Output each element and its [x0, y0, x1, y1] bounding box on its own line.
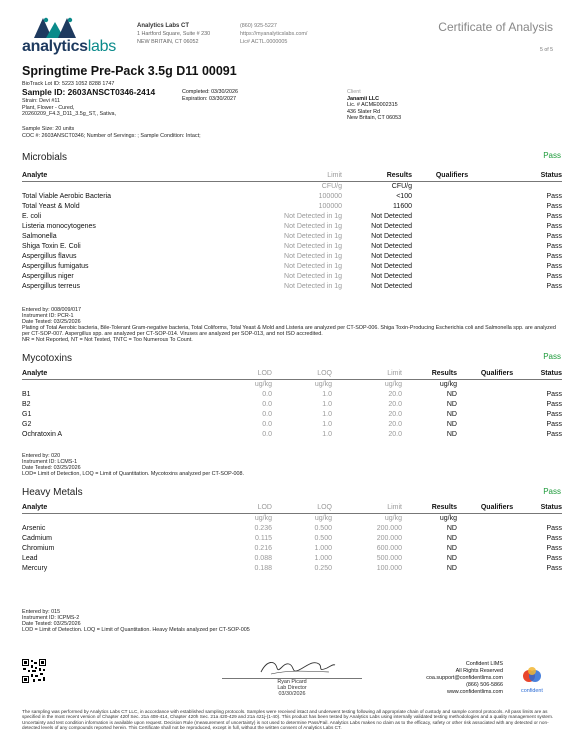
- col-status: Status: [492, 171, 562, 182]
- biotrack-lot: BioTrack Lot ID: 5223 1052 8288 1747: [22, 81, 115, 87]
- analyte-name: Total Yeast & Mold: [22, 203, 80, 210]
- col-limit: Limit: [222, 171, 342, 182]
- microbials-notes: [22, 308, 562, 343]
- client-address2: New Britain, CT 06053: [347, 115, 402, 122]
- signer-name: Ryan Picard: [277, 679, 307, 685]
- status-value: Pass: [546, 525, 562, 532]
- result-value: ND: [446, 565, 457, 572]
- result-value: ND: [446, 411, 457, 418]
- page-header: [22, 16, 553, 64]
- analyte-name: Ochratoxin A: [22, 431, 63, 438]
- note-line: Entered by: 008/009/017: [22, 307, 82, 313]
- result-value: 11600: [393, 203, 412, 210]
- table-row: [22, 420, 562, 430]
- disclaimer: The sampling was performed by Analytics Labs CT LLC, in accordance with established sampling protocols. Samples were received intact and underwent testing following all appropriate chain of custody and sample control protocols. All pass limits are as specified in the most recent version of Chapter 420f Sec. 21a 408-414, Chapter 420h Sec. 21a 420-429 and 21a 421j-(1-40). This product has been tested by Analytics Labs using internally validated testing methodologies and a quality management system. Uncertainty and test condition information is available upon request. Decision Rule (measurement of uncertainty) is not used to determine Pass/Fail. Analytics Labs makes no claim as to the efficacy, safety or other risk associated with any detected or non-detected levels of any compounds reported herein. This Certificate shall not be reproduced, except in full, without the written consent of Analytics Labs CT.: [22, 709, 554, 730]
- lod-value: 0.0: [262, 421, 272, 428]
- table-row: [22, 252, 562, 262]
- qualifier-value: [457, 564, 537, 574]
- table-row: [22, 212, 562, 222]
- lod-value: 0.115: [255, 535, 272, 542]
- lod-unit: ug/kg: [254, 381, 272, 388]
- analyte-name: Aspergillus fumigatus: [22, 263, 89, 270]
- result-value: Not Detected: [371, 273, 412, 280]
- loq-value: 0.250: [314, 565, 332, 572]
- note-line: LOD= Limit of Detection, LOQ = Limit of Quantitation. Mycotoxins analyzed per CT-SOP-008.: [22, 470, 245, 477]
- lod-value: 0.0: [262, 401, 272, 408]
- qualifier-value: [457, 524, 537, 534]
- result-value: Not Detected: [371, 233, 412, 240]
- analyte-name: G1: [22, 411, 32, 418]
- analyte-name: Total Viable Aerobic Bacteria: [22, 193, 111, 200]
- qualifier-value: [412, 212, 492, 222]
- limit-value: Not Detected in 1g: [284, 233, 342, 240]
- product-type: Plant, Flower - Cured,: [22, 104, 75, 111]
- units-spacer: [457, 380, 537, 391]
- status-value: Pass: [546, 565, 562, 572]
- mycotoxins-notes: [22, 454, 562, 478]
- signature-block: [222, 656, 362, 697]
- status-value: Pass: [546, 431, 562, 438]
- table-row: [22, 544, 562, 554]
- units-spacer: [457, 514, 537, 525]
- confident-logo: [517, 666, 547, 694]
- table-row: [22, 232, 562, 242]
- lab-phone: (860) 925-5227: [240, 23, 277, 29]
- lab-license: Lic# ACTL.0000005: [240, 39, 288, 45]
- lod-value: 0.0: [262, 391, 272, 398]
- status-value: Pass: [546, 535, 562, 542]
- logo-mark-icon: [32, 16, 92, 38]
- mycotoxins-table: [22, 369, 562, 440]
- status-value: Pass: [546, 223, 562, 230]
- client-label: Client: [347, 89, 361, 95]
- analyte-name: Aspergillus flavus: [22, 253, 77, 260]
- table-row: [22, 192, 562, 202]
- lod-value: 0.236: [254, 525, 272, 532]
- analyte-name: Cadmium: [22, 535, 52, 542]
- loq-value: 1.0: [322, 391, 332, 398]
- page-footer: [22, 656, 561, 698]
- qualifier-value: [412, 262, 492, 272]
- result-value: ND: [446, 555, 457, 562]
- qr-code-icon: [22, 659, 46, 683]
- status-value: Pass: [546, 243, 562, 250]
- limit-unit: CFU/g: [321, 183, 342, 190]
- note-line: Instrument ID: LCMS-1: [22, 458, 78, 465]
- analyte-name: B1: [22, 391, 31, 398]
- col-results: Results: [402, 369, 457, 380]
- result-value: ND: [446, 391, 457, 398]
- result-value: ND: [446, 545, 457, 552]
- table-row: [22, 430, 562, 440]
- qualifier-value: [457, 534, 537, 544]
- note-line: Date Tested: 03/25/2026: [22, 464, 81, 471]
- status-value: Pass: [546, 411, 562, 418]
- result-value: Not Detected: [371, 283, 412, 290]
- status-value: Pass: [546, 193, 562, 200]
- strain: Strain: Devi #11: [22, 98, 60, 104]
- qualifier-value: [412, 202, 492, 212]
- units-spacer: [537, 380, 562, 391]
- status-value: Pass: [546, 253, 562, 260]
- col-status: Status: [537, 503, 562, 514]
- confident-logo-icon: [522, 666, 542, 686]
- status-value: Pass: [546, 391, 562, 398]
- col-results: Results: [342, 171, 412, 182]
- heavy-metals-notes: [22, 610, 562, 634]
- qualifier-value: [412, 272, 492, 282]
- client-block: [347, 89, 401, 122]
- analytics-labs-logo: [22, 16, 127, 58]
- units-spacer: [22, 380, 212, 391]
- limit-unit: ug/kg: [384, 381, 402, 388]
- col-loq: LOQ: [272, 369, 332, 380]
- conf-rights: All Rights Reserved: [455, 667, 503, 674]
- analyte-name: G2: [22, 421, 32, 428]
- col-analyte: Analyte: [22, 369, 212, 380]
- note-line: LOD = Limit of Detection. LOQ = Limit of Quantitation. Heavy Metals analyzed per CT-SOP-005: [22, 626, 250, 633]
- qualifier-value: [412, 242, 492, 252]
- qualifier-value: [457, 420, 537, 430]
- units-spacer: [537, 514, 562, 525]
- limit-unit: ug/kg: [384, 515, 402, 522]
- limit-value: 200.000: [376, 525, 402, 532]
- analyte-name: Chromium: [22, 545, 55, 552]
- loq-value: 1.0: [322, 411, 332, 418]
- limit-value: 600.000: [376, 545, 402, 552]
- loq-value: 1.0: [322, 421, 332, 428]
- status-value: Pass: [546, 203, 562, 210]
- note-line: Date Tested: 03/25/2026: [22, 620, 81, 627]
- signed-date: 03/30/2026: [278, 690, 306, 697]
- lod-value: 0.088: [254, 555, 272, 562]
- loq-unit: ug/kg: [314, 515, 332, 522]
- col-analyte: Analyte: [22, 171, 222, 182]
- units-row: [22, 380, 562, 391]
- note-line: Date Tested: 03/25/2026: [22, 318, 81, 325]
- client-address1: 436 Slater Rd: [347, 108, 380, 115]
- result-value: ND: [446, 401, 457, 408]
- lod-value: 0.0: [262, 411, 272, 418]
- sample-details: [22, 98, 116, 118]
- qualifier-value: [457, 544, 537, 554]
- result-value: Not Detected: [371, 243, 412, 250]
- table-row: [22, 390, 562, 400]
- limit-value: 500.000: [376, 555, 402, 562]
- result-value: ND: [446, 535, 457, 542]
- qualifier-value: [457, 410, 537, 420]
- qualifier-value: [412, 232, 492, 242]
- signature-icon: [257, 656, 337, 678]
- status-value: Pass: [546, 421, 562, 428]
- page-number: 5 of 5: [540, 47, 553, 53]
- loq-value: 1.000: [314, 545, 332, 552]
- table-row: [22, 282, 562, 292]
- conf-phone: (866) 506-5866: [466, 681, 503, 688]
- limit-value: Not Detected in 1g: [284, 223, 342, 230]
- sample-id: Sample ID: 2603ANSCT0346-2414: [22, 87, 156, 97]
- lab-contact: [240, 22, 307, 46]
- sample-size-coc: [22, 126, 201, 139]
- col-lod: LOD: [212, 369, 272, 380]
- limit-value: 100000: [318, 193, 342, 200]
- status-value: Pass: [546, 273, 562, 280]
- loq-unit: ug/kg: [314, 381, 332, 388]
- status-value: Pass: [546, 233, 562, 240]
- qualifier-value: [457, 554, 537, 564]
- result-value: ND: [446, 421, 457, 428]
- dates-block: [182, 89, 238, 103]
- loq-value: 1.0: [322, 401, 332, 408]
- status-value: Pass: [546, 555, 562, 562]
- lod-value: 0.216: [254, 545, 272, 552]
- col-loq: LOQ: [272, 503, 332, 514]
- microbials-table: [22, 171, 562, 292]
- lab-address: [137, 22, 210, 46]
- note-line: Entered by: 020: [22, 453, 61, 459]
- expiration-date: Expiration: 03/30/2027: [182, 96, 236, 102]
- table-row: [22, 242, 562, 252]
- status-value: Pass: [546, 263, 562, 270]
- units-spacer: [22, 514, 212, 525]
- result-value: <100: [396, 193, 412, 200]
- result-value: Not Detected: [371, 263, 412, 270]
- analyte-name: Aspergillus terreus: [22, 283, 80, 290]
- table-row: [22, 410, 562, 420]
- mycotoxins-status-badge: Pass: [543, 352, 561, 361]
- loq-value: 0.500: [314, 535, 332, 542]
- result-value: ND: [446, 525, 457, 532]
- table-row: [22, 202, 562, 212]
- lab-url[interactable]: https://myanalyticslabs.com/: [240, 31, 308, 37]
- microbials-status-badge: Pass: [543, 151, 561, 160]
- limit-value: Not Detected in 1g: [284, 283, 342, 290]
- status-value: Pass: [546, 401, 562, 408]
- col-status: Status: [537, 369, 562, 380]
- units-row: [22, 514, 562, 525]
- client-license: Lic. # ACME0002315: [347, 102, 398, 109]
- lab-name: Analytics Labs CT: [137, 23, 190, 29]
- table-header-row: [22, 503, 562, 514]
- lod-value: 0.188: [254, 565, 272, 572]
- limit-value: 100000: [318, 203, 342, 210]
- document-title: Certificate of Analysis: [438, 20, 553, 34]
- lab-address-line2: NEW BRITAIN, CT 06052: [137, 39, 199, 45]
- col-results: Results: [402, 503, 457, 514]
- note-line: Instrument ID: PCR-1: [22, 312, 74, 319]
- col-analyte: Analyte: [22, 503, 212, 514]
- confident-lims-info: [426, 661, 503, 696]
- analyte-name: Lead: [22, 555, 38, 562]
- note-line: NR = Not Reported, NT = Not Tested, TNTC = Too Numerous To Count.: [22, 336, 193, 343]
- sample-size: Sample Size: 20 units: [22, 126, 75, 132]
- limit-value: 200.000: [376, 535, 402, 542]
- result-value: Not Detected: [371, 213, 412, 220]
- table-row: [22, 524, 562, 534]
- completed-date: Completed: 03/30/2026: [182, 89, 239, 95]
- limit-value: Not Detected in 1g: [284, 263, 342, 270]
- conf-url[interactable]: www.confidentlims.com: [446, 688, 503, 695]
- results-unit: ug/kg: [439, 515, 457, 522]
- analyte-name: Mercury: [22, 565, 48, 572]
- analyte-name: Salmonella: [22, 233, 57, 240]
- col-lod: LOD: [212, 503, 272, 514]
- confident-logo-text: confident: [521, 688, 543, 694]
- analyte-name: Aspergillus niger: [22, 273, 74, 280]
- coc-line: COC #: 2603ANSCT0346; Number of Servings: ; Sample Condition: Intact;: [22, 132, 201, 139]
- table-row: [22, 400, 562, 410]
- limit-value: 100.000: [376, 565, 402, 572]
- status-value: Pass: [546, 283, 562, 290]
- qualifier-value: [412, 192, 492, 202]
- table-header-row: [22, 171, 562, 182]
- loq-value: 1.000: [314, 555, 332, 562]
- table-row: [22, 262, 562, 272]
- result-value: Not Detected: [371, 253, 412, 260]
- limit-value: Not Detected in 1g: [284, 273, 342, 280]
- table-row: [22, 534, 562, 544]
- result-value: Not Detected: [371, 223, 412, 230]
- logo-wordmark: analyticslabs: [22, 38, 116, 55]
- qualifier-value: [457, 400, 537, 410]
- signer-title: Lab Director: [277, 684, 307, 691]
- signature-line: [222, 678, 362, 697]
- analyte-name: Listeria monocytogenes: [22, 223, 96, 230]
- loq-value: 0.500: [314, 525, 332, 532]
- table-row: [22, 564, 562, 574]
- microbials-title: Microbials: [22, 152, 68, 163]
- table-row: [22, 554, 562, 564]
- lot-number: 20260209_F4.3_D11_3.5g_ST,, Sativa,: [22, 111, 117, 117]
- client-name: Janamii LLC: [347, 95, 380, 102]
- col-qualifiers: Qualifiers: [457, 503, 537, 514]
- units-row: [22, 182, 562, 193]
- loq-value: 1.0: [322, 431, 332, 438]
- results-unit: CFU/g: [391, 183, 412, 190]
- qualifier-value: [412, 282, 492, 292]
- limit-value: Not Detected in 1g: [284, 253, 342, 260]
- conf-email[interactable]: coa.support@confidentlims.com: [426, 674, 503, 681]
- heavy-metals-table: [22, 503, 562, 574]
- col-qualifiers: Qualifiers: [457, 369, 537, 380]
- note-line: Plating of Total Aerobic bacteria, Bile-Tolerant Gram-negative bacteria, Total Coliforms, Total Yeast & Mold and Listeria are analyzed per CT-SOP-006. Shiga Toxin-Producing Escherichia coli and Salmonella spp. are analyzed per CT-SOP-007. Aspergillus spp. are analyzed per CT-SOP-014. Viruses are analyzed per SOP-013, and not ISO accredited.: [22, 324, 556, 337]
- limit-value: 20.0: [388, 411, 402, 418]
- analyte-name: E. coli: [22, 213, 42, 220]
- col-qualifiers: Qualifiers: [412, 171, 492, 182]
- heavy-metals-status-badge: Pass: [543, 487, 561, 496]
- analyte-name: Arsenic: [22, 525, 46, 532]
- table-row: [22, 222, 562, 232]
- note-line: Entered by: 015: [22, 609, 61, 615]
- analyte-name: Shiga Toxin E. Coli: [22, 243, 81, 250]
- qualifier-value: [412, 222, 492, 232]
- status-value: Pass: [546, 213, 562, 220]
- conf-name: Confident LIMS: [465, 661, 503, 667]
- results-unit: ug/kg: [439, 381, 457, 388]
- limit-value: 20.0: [388, 401, 402, 408]
- heavy-metals-title: Heavy Metals: [22, 487, 83, 498]
- table-row: [22, 272, 562, 282]
- limit-value: Not Detected in 1g: [284, 213, 342, 220]
- limit-value: 20.0: [388, 391, 402, 398]
- qualifier-value: [457, 390, 537, 400]
- note-line: Instrument ID: ICPMS-2: [22, 614, 80, 621]
- table-header-row: [22, 369, 562, 380]
- result-value: ND: [446, 431, 457, 438]
- limit-value: 20.0: [388, 421, 402, 428]
- col-limit: Limit: [332, 503, 402, 514]
- mycotoxins-title: Mycotoxins: [22, 353, 73, 364]
- qualifier-value: [457, 430, 537, 440]
- status-value: Pass: [546, 545, 562, 552]
- limit-value: Not Detected in 1g: [284, 243, 342, 250]
- lod-unit: ug/kg: [254, 515, 272, 522]
- qualifier-value: [412, 252, 492, 262]
- lod-value: 0.0: [262, 431, 272, 438]
- analyte-name: B2: [22, 401, 31, 408]
- limit-value: 20.0: [388, 431, 402, 438]
- product-title: Springtime Pre-Pack 3.5g D11 00091: [22, 64, 237, 78]
- lab-address-line1: 1 Hartford Square, Suite # 230: [137, 31, 211, 37]
- col-limit: Limit: [332, 369, 402, 380]
